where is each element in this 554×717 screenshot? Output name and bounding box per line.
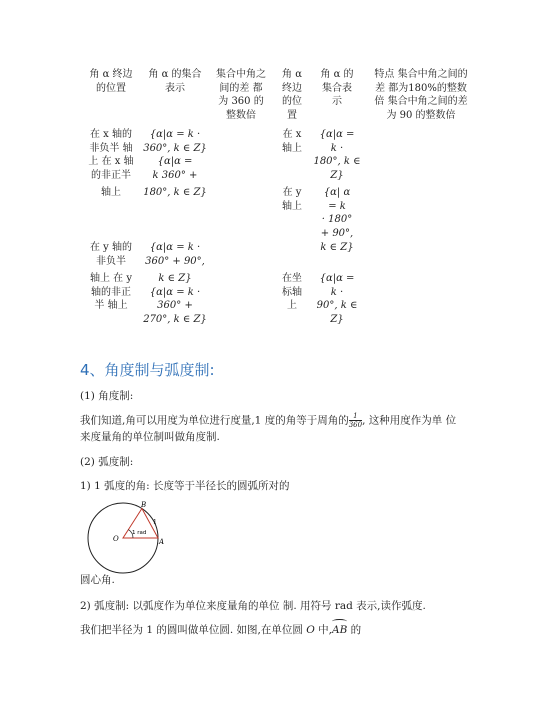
paragraph-degree (80, 412, 480, 445)
cell-y-axis-position-cont: 轴上 在 y 轴的非正 半 轴上 (89, 273, 132, 311)
cell-on-y-axis-set-cont: k ∈ Z} (320, 242, 354, 253)
section-heading: 4、角度制与弧度制: (80, 361, 215, 379)
cell-x-axis-set-cont: 180°, k ∈ Z} (143, 187, 207, 198)
paragraph-unit-circle-text-a: 我们把半径为 1 的圆叫做单位圆. 如图,在单位圆 (80, 624, 307, 636)
cell-y-axis-position: 在 y 轴的 非负半 (89, 242, 132, 267)
header-set-notation-2: 角 α 的 集合表 示 (320, 69, 354, 107)
cell-on-axes: 在坐 标轴 上 (282, 273, 302, 311)
subheading-degree: (1) 角度制: (80, 390, 134, 402)
paragraph-unit-circle-text-c: 的 (347, 624, 362, 636)
label-radius: 1 (153, 519, 157, 526)
cell-y-axis-set: {α|α = k · 360° + 90°, (145, 242, 205, 267)
fraction-one-360 (349, 412, 362, 429)
paragraph-degree-text-a: 我们知道,角可以用度为单位进行度量,1 度的角等于周角的 (80, 414, 349, 427)
cell-x-axis-position-cont: 轴上 (101, 187, 121, 198)
header-set-notation: 角 α 的集合 表示 (148, 69, 202, 94)
paragraph-radian-system: 2) 弧度制: 以弧度作为单位来度量角的单位 制. 用符号 rad 表示,读作弧度. (80, 600, 426, 612)
cell-x-axis-position: 在 x 轴的 非负半 轴 上 在 x 轴 的非正半 (88, 129, 134, 181)
cell-x-axis-set: {α|α = k · 360°, k ∈ Z} {α|α = k 360° + (143, 129, 207, 181)
cell-on-x-axis-set: {α|α = k · 180°, k ∈ Z} (313, 129, 361, 181)
cell-on-axes-set: {α|α = k · 90°, k ∈ Z} (316, 273, 358, 325)
paragraph-degree-text-c: 来度量角的单位制叫做角度制. (80, 431, 220, 443)
label-b: B (141, 501, 147, 509)
fraction-denominator: 360 (348, 421, 363, 429)
header-features: 特点 集合中角之间的 差 都为180%的整数 倍 集合中角之间的差 为 90 的整数倍 (374, 69, 468, 121)
header-terminal-side: 角 α 终边 的位置 (89, 69, 133, 94)
label-o: O (113, 535, 119, 543)
paragraph-unit-circle (80, 622, 480, 638)
cell-on-x-axis: 在 x 轴上 (282, 129, 302, 154)
fraction-numerator: 1 (349, 412, 362, 421)
paragraph-one-radian: 1) 1 弧度的角: 长度等于半径长的圆弧所对的 (80, 480, 290, 492)
header-difference-360: 集合中角之 间的差 都 为 360 的 整数倍 (216, 69, 266, 121)
paragraph-degree-text-b: , 这种用度作为单 位 (362, 414, 457, 427)
paragraph-central-angle: 圆心角. (80, 574, 115, 586)
subheading-radian: (2) 弧度制: (80, 456, 134, 468)
label-one-rad: 1 rad (132, 530, 147, 536)
unit-circle-figure (80, 500, 170, 576)
arc-ab: AB (332, 624, 348, 636)
paragraph-unit-circle-text-b: 中, (314, 624, 333, 636)
header-terminal-side-2: 角 α 终边 的位 置 (282, 69, 302, 121)
point-o: O (306, 624, 315, 636)
label-a: A (159, 538, 165, 546)
cell-y-axis-set-cont: k ∈ Z} {α|α = k · 360° + 270°, k ∈ Z} (143, 273, 207, 325)
cell-on-y-axis: 在 y 轴上 (282, 187, 302, 212)
cell-on-y-axis-set: {α| α = k · 180° + 90°, (320, 187, 354, 239)
